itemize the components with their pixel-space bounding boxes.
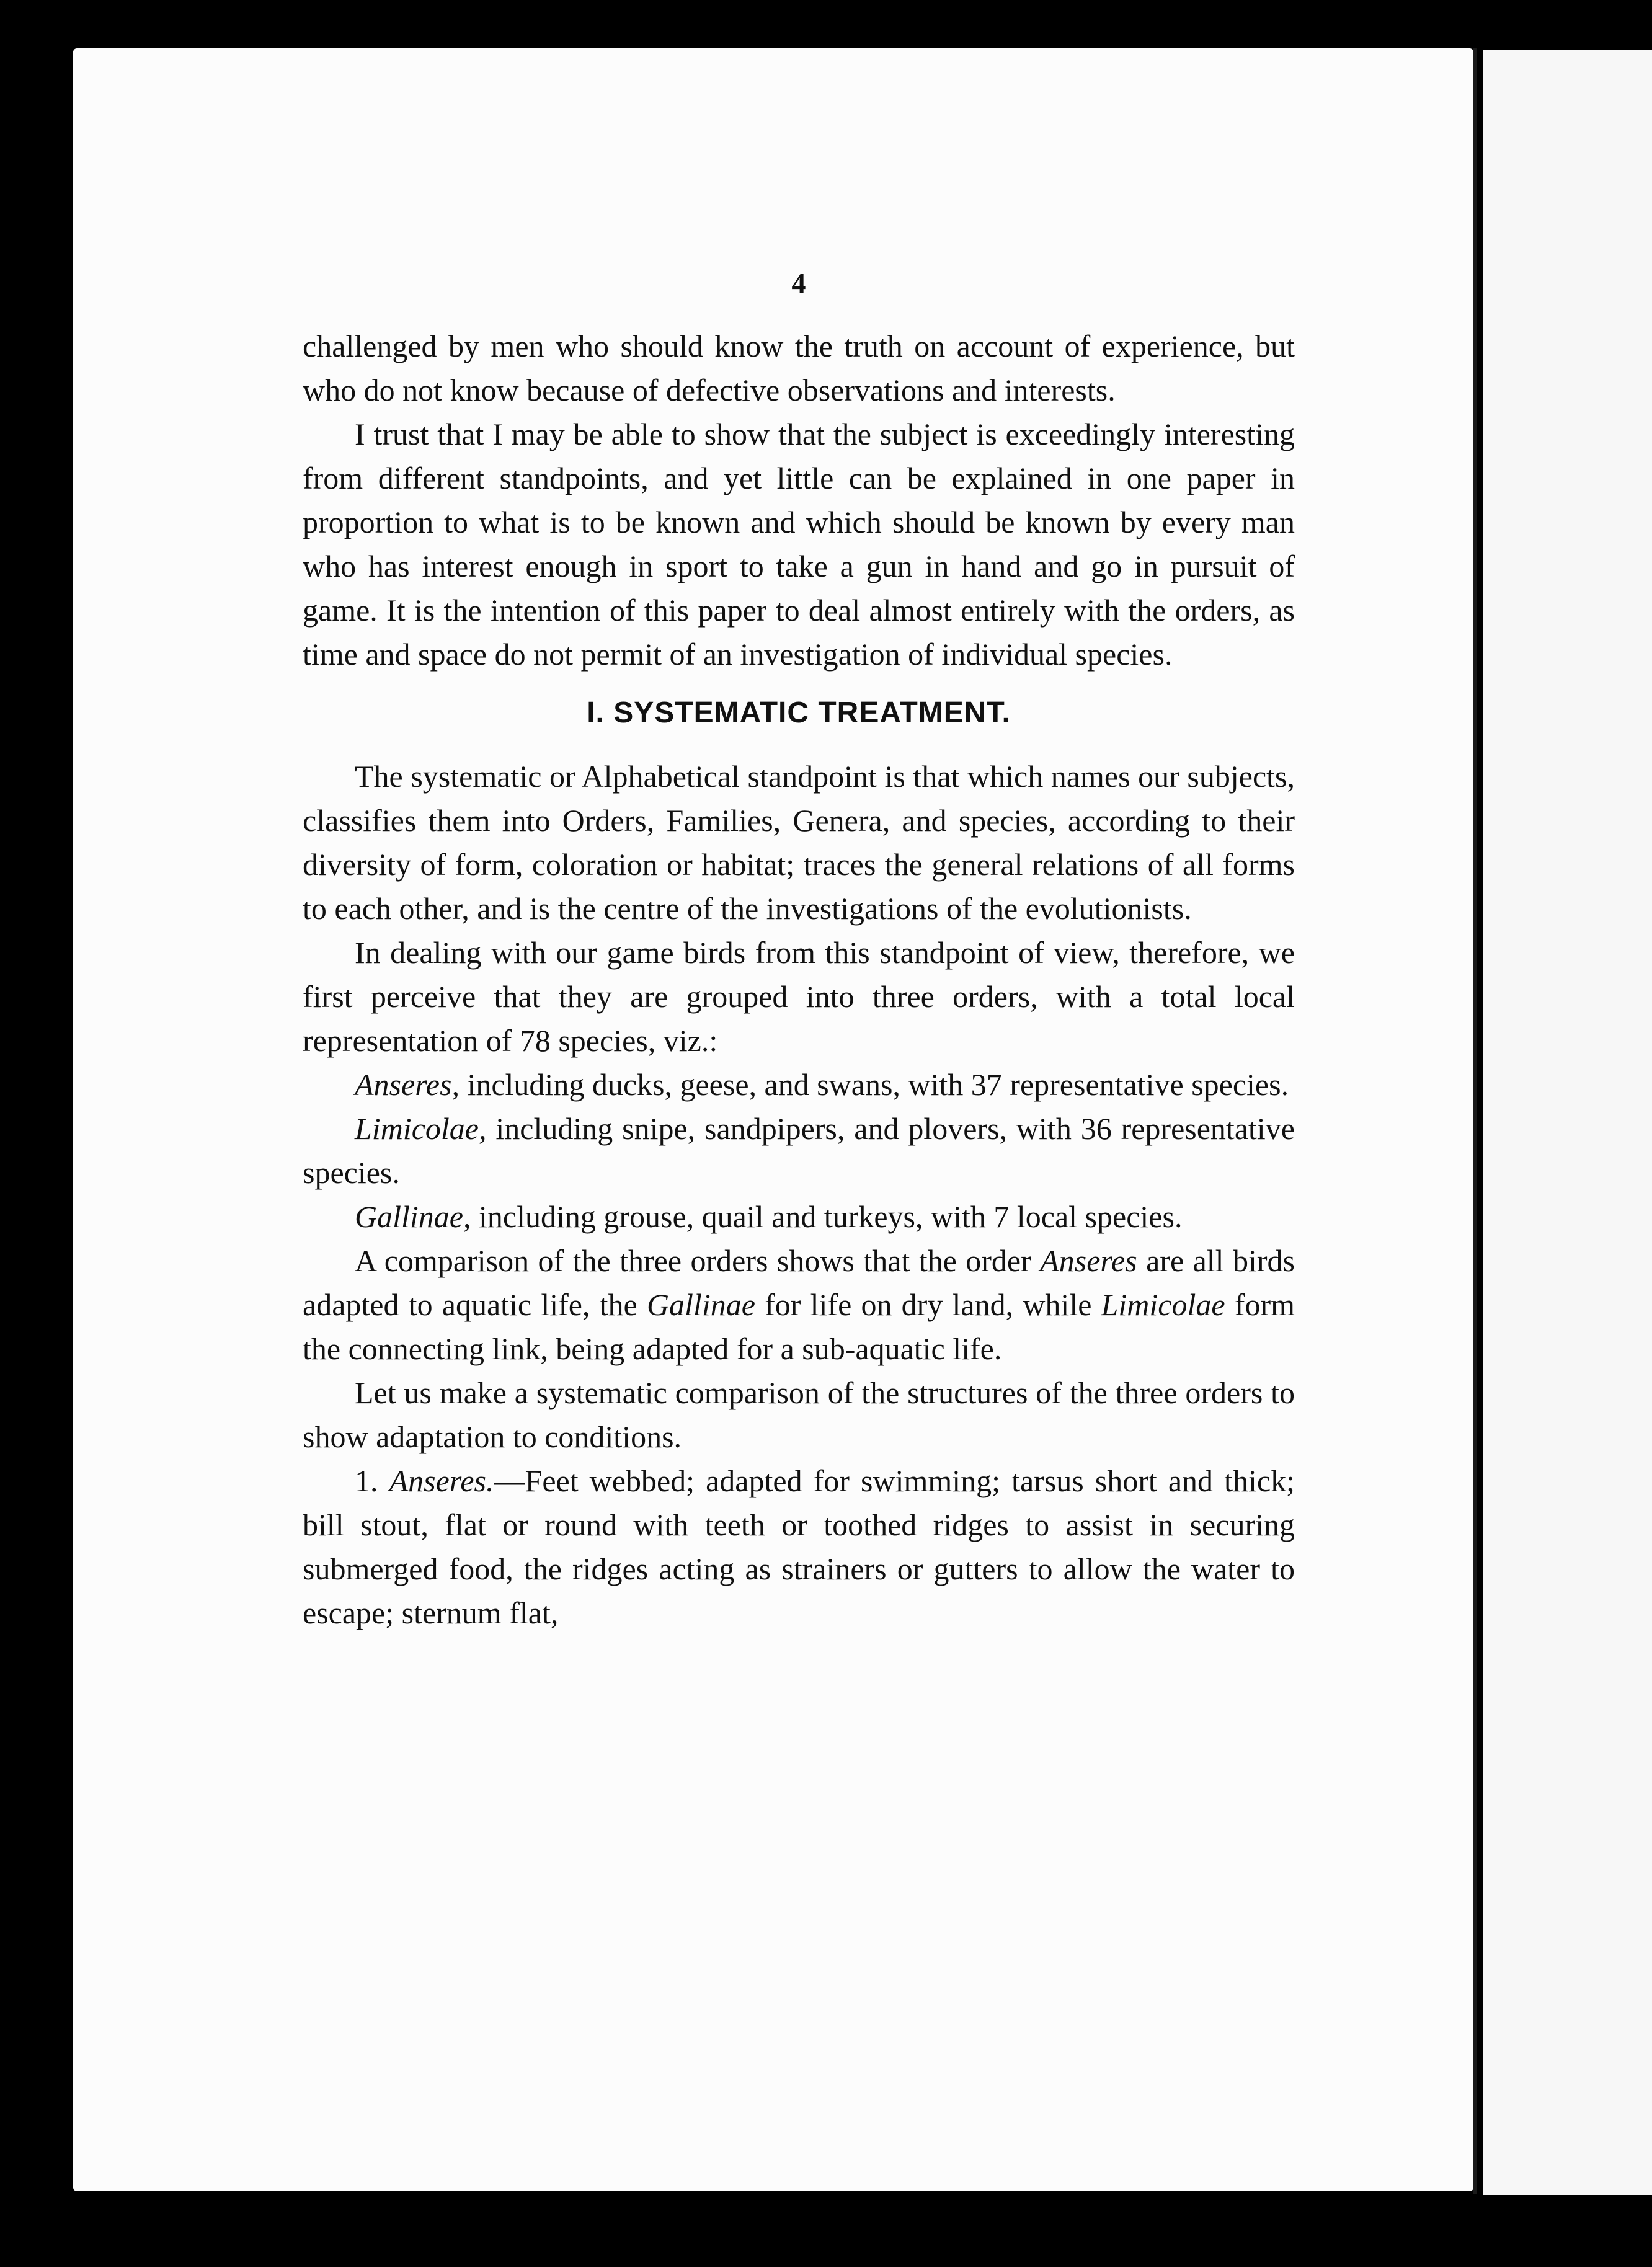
adjacent-page-edge — [1473, 48, 1477, 2194]
item-number: 1. — [355, 1463, 389, 1498]
paragraph-systematic: The systematic or Alphabetical standpoint is that which names our subjects, classifies them into Orders, Families, Genera, and species, according to their diversity of form, coloration or habitat; traces the general relations of all forms to each other, and is the centre of the investigations of the evolutionists. — [303, 759, 1295, 926]
paragraph-dealing: In dealing with our game birds from this standpoint of view, therefore, we first perceive that they are grouped into three orders, with a total local representation of 78 species, viz.: — [303, 935, 1295, 1058]
order-limicolae — [303, 1107, 1295, 1195]
paragraph-let-us: Let us make a systematic comparison of the structures of the three orders to show adaptation to conditions. — [303, 1375, 1295, 1454]
page-number: 4 — [791, 267, 806, 299]
order-description: including grouse, quail and turkeys, with 7 local species. — [471, 1199, 1183, 1234]
item-name: Anseres. — [389, 1463, 494, 1498]
paragraph-intro: I trust that I may be able to show that the subject is exceedingly interesting from different standpoints, and yet little can be explained in one paper in proportion to what is to be known and which should be known by every man who has interest enough in sport to take a gun in hand and go in pursuit of game. It is the intention of this paper to deal almost entirely with the orders, as time and space do not permit of an investigation of individual species. — [303, 417, 1295, 672]
comparison-text: for life on dry land, while — [755, 1287, 1101, 1322]
comparison-text: are all birds adapted to aquatic life, the — [303, 1243, 1295, 1322]
item-description: —Feet webbed; adapted for swimming; tarsus short and thick; bill stout, flat or round with teeth or toothed ridges to assist in securing submerged food, the ridges acting as strainers or gutters to allow the water to escape; sternum flat, — [303, 1463, 1295, 1630]
order-gallinae — [303, 1195, 1295, 1239]
comparison-text: A comparison of the three orders shows that the order — [355, 1243, 1041, 1278]
comparison-italic: Gallinae — [646, 1287, 755, 1322]
item-anseres — [303, 1459, 1295, 1635]
section-heading: I. SYSTEMATIC TREATMENT. — [587, 696, 1011, 729]
paragraph-intro-continued: challenged by men who should know the truth on account of experience, but who do not know because of defective observations and interests. — [303, 329, 1295, 407]
page-text-block — [303, 267, 1295, 1635]
paragraph-comparison — [303, 1239, 1295, 1371]
order-description: including snipe, sandpipers, and plovers, with 36 representative species. — [303, 1111, 1295, 1190]
order-anseres — [303, 1063, 1295, 1107]
order-name: Gallinae, — [355, 1199, 471, 1234]
adjacent-page — [1483, 50, 1652, 2195]
order-name: Limicolae, — [355, 1111, 487, 1146]
comparison-italic: Limicolae — [1101, 1287, 1225, 1322]
comparison-italic: Anseres — [1040, 1243, 1137, 1278]
order-description: including ducks, geese, and swans, with 37 representative species. — [459, 1067, 1289, 1102]
order-name: Anseres, — [355, 1067, 460, 1102]
comparison-text: form the connecting link, being adapted for a sub-aquatic life. — [303, 1287, 1295, 1366]
